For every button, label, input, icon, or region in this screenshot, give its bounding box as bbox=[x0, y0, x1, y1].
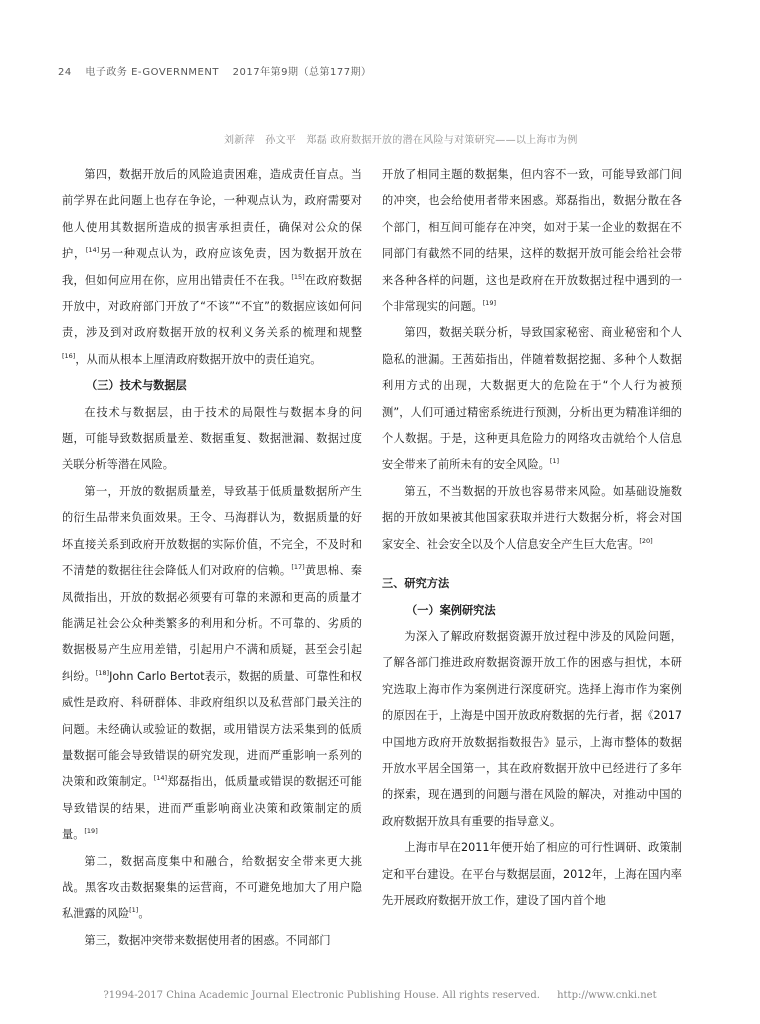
text: 郑磊指出，低质量或错误的数据还可能导致错误的结果，进而严重影响商业决策和政策制定的质量。 bbox=[62, 775, 362, 842]
paragraph bbox=[62, 849, 362, 928]
text: 第四，数据开放后的风险追责困难，造成责任盲点。当前学界在此问题上也存在争论，一种观点认为，政府需要对他人使用其数据所造成的损害承担责任，确保对公众的保护， bbox=[62, 168, 362, 261]
article-running-title: 刘新萍 孙文平 郑磊 政府数据开放的潜在风险与对策研究——以上海市为例 bbox=[224, 135, 578, 146]
text: 第二，数据高度集中和融合，给数据安全带来更大挑战。黑客攻击数据聚集的运营商，不可避免地加大了用户隐私泄露的风险 bbox=[62, 854, 362, 921]
citation: [14] bbox=[153, 774, 168, 783]
text: 黄思棉、秦凤微指出，开放的数据必须要有可靠的来源和更高的质量才能满足社会公众种类繁多的利用和分析。不可靠的、劣质的数据极易产生应用差错，引起用户不满和质疑，甚至会引起纠纷。 bbox=[62, 564, 362, 683]
citation: [20] bbox=[639, 536, 653, 545]
section-heading: 三、研究方法 bbox=[382, 577, 450, 591]
text: ，从而从根本上厘清政府数据开放中的责任追究。 bbox=[75, 352, 322, 366]
left-column bbox=[62, 162, 362, 954]
text: 开放了相同主题的数据集，但内容不一致，可能导致部门间的冲突，也会给使用者带来困惑。郑磊指出，数据分散在各个部门，相互间可能存在冲突，如对于某一企业的数据在不同部门有截然不同的结果，这样的数据开放可能会给社会带来各种各样的问题，这也是政府在开放数据过程中遇到的一个非常现实的问题。 bbox=[382, 168, 682, 314]
citation: [1] bbox=[549, 457, 560, 466]
text: 在政府数据开放中，对政府部门开放了“不该”“不宜”的数据应该如何问责，涉及到对政府数据开放的权利义务关系的梳理和规整 bbox=[62, 273, 362, 340]
subsection-heading: （三）技术与数据层 bbox=[86, 379, 187, 393]
citation: [17] bbox=[291, 563, 305, 572]
citation: [19] bbox=[482, 299, 497, 308]
footer-link[interactable]: http://www.cnki.net bbox=[557, 990, 657, 1001]
text: John Carlo Bertot表示，数据的质量、可靠性和权威性是政府、科研群体、非政府组织以及私营部门最关注的问题。未经确认或验证的数据，或用错误方法采集到的低质量数据可能会导致错误的研究发现，进而严重影响一系列的决策和政策制定。 bbox=[62, 669, 362, 789]
journal-name: 电子政务 E-GOVERNMENT bbox=[85, 67, 219, 78]
paragraph bbox=[382, 162, 682, 320]
right-column bbox=[382, 162, 682, 914]
text: 第一，开放的数据质量差，导致基于低质量数据所产生的衍生品带来负面效果。王令、马海群认为，数据质量的好坏直接关系到政府开放数据的实际价值，不完全，不及时和不清楚的数据往往会降低人们对政府的信赖。 bbox=[62, 484, 362, 578]
citation: [19] bbox=[84, 827, 98, 836]
text: 第四，数据关联分析，导致国家秘密、商业秘密和个人隐私的泄漏。王茜茹指出，伴随着数据挖掘、多种个人数据利用方式的出现，大数据更大的危险在于“个人行为被预测”，人们可通过精密系统进行预测，分析出更为精准详细的个人数据。于是，这种更具危险力的网络攻击就给个人信息安全带来了前所未有的安全风险。 bbox=[382, 326, 682, 472]
paragraph: 第三，数据冲突带来数据使用者的困惑。不同部门 bbox=[84, 933, 331, 947]
citation: [1] bbox=[129, 906, 139, 915]
paragraph: 上海市早在2011年便开始了相应的可行性调研、政策制定和平台建设。在平台与数据层面，2012年，上海在国内率先开展政府数据开放工作，建设了国内首个地 bbox=[382, 841, 682, 907]
running-head bbox=[58, 63, 382, 78]
paragraph bbox=[382, 479, 682, 558]
subsection-heading: （一）案例研究法 bbox=[406, 603, 496, 617]
copyright-notice: ?1994-2017 China Academic Journal Electronic Publishing House. All rights reserved. bbox=[103, 990, 540, 1001]
citation: [15] bbox=[291, 272, 305, 281]
citation: [14] bbox=[85, 246, 100, 255]
text: 。 bbox=[138, 907, 150, 921]
citation: [18] bbox=[95, 668, 110, 677]
paragraph: 为深入了解政府数据资源开放过程中涉及的风险问题，了解各部门推进政府数据资源开放工作的困惑与担忧，本研究选取上海市作为案例进行深度研究。选择上海市作为案例的原因在于，上海是中国开放政府数据的先行者，据《2017中国地方政府开放数据指数报告》显示，上海市整体的数据开放水平居全国第一，其在政府数据开放中已经进行了多年的探索，现在遇到的问题与潜在风险的解决，对推动中国的政府数据开放具有重要的指导意义。 bbox=[382, 629, 682, 828]
page-number: 24 bbox=[58, 67, 72, 78]
footer bbox=[0, 990, 760, 1001]
text: 第五，不当数据的开放也容易带来风险。如基础设施数据的开放如果被其他国家获取并进行大数据分析，将会对国家安全、社会安全以及个人信息安全产生巨大危害。 bbox=[382, 484, 682, 551]
issue-info: 2017年第9期（总第177期） bbox=[232, 67, 372, 78]
paragraph: 在技术与数据层，由于技术的局限性与数据本身的问题，可能导致数据质量差、数据重复、数据泄漏、数据过度关联分析等潜在风险。 bbox=[62, 405, 362, 472]
citation: [16] bbox=[62, 351, 76, 360]
paragraph bbox=[382, 320, 682, 478]
paragraph bbox=[62, 479, 362, 849]
text: 另一种观点认为，政府应该免责，因为数据开放在我，但如何应用在你，应用出错责任不在我。 bbox=[62, 247, 362, 287]
paragraph bbox=[62, 162, 362, 373]
